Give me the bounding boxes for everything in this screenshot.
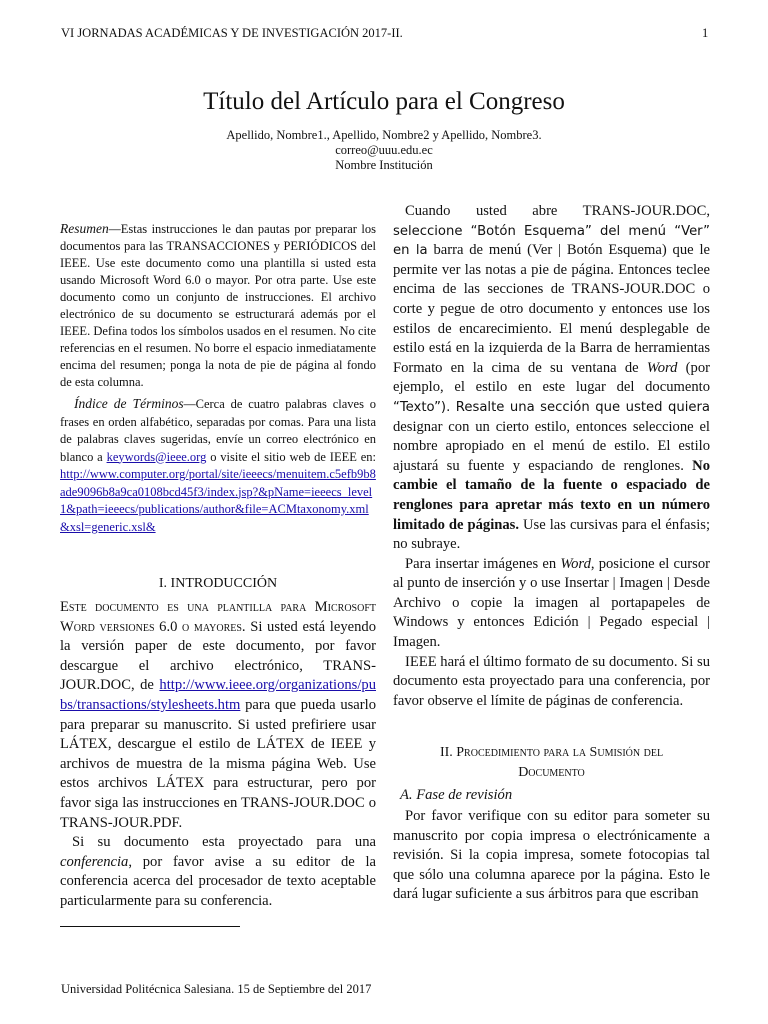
section-heading-introduction: I. INTRODUCCIÓN [158, 576, 278, 591]
intro-p2-text: Si su documento esta proyectado para una [72, 834, 376, 851]
index-terms [60, 395, 376, 536]
author-names: Apellido, Nombre1., Apellido, Nombre2 y Apellido, Nombre3. [226, 128, 542, 142]
p3-mono-2: “Texto”). Resalte una sección que usted quiera [393, 399, 710, 415]
p4-text-2: , posicione el cursor al punto de inserción y o use Insertar | Imagen | Desde Archivo o copie la imagen al portapapeles de Windows y entonces Edición | Pegado especial | Imagen. [393, 555, 711, 651]
paragraph-images [393, 555, 710, 653]
intro-text-2: para que pueda usarlo para preparar su manuscrito. Si usted prefiriere usar LÁTEX, descargue el estilo de LÁTEX de IEEE y archivos de muestra de la misma página Web. Use estos archivos LÁTEX para estructurar, pero por favor siga las instrucciones en TRANS-JOUR.DOC o TRANS-JOUR.PDF. [60, 696, 376, 831]
subsection-heading-review: A. Fase de revisión [400, 787, 513, 803]
author-institution: Nombre Institución [335, 158, 433, 172]
paragraph-trans-jour [393, 202, 710, 555]
p3-text-3: (por ejemplo, el estilo en este lugar del documento [393, 359, 710, 396]
intro-p2-italic: conferencia [60, 853, 129, 870]
p3-text-4: designar con un cierto estilo, entonces seleccione el nombre apropiado en el menú de estilo. El estilo ajustará su fuente y espaciando de renglones. [393, 418, 710, 474]
paragraph-review: Por favor verifique con su editor para someter su manuscrito por copia impresa o electrónicamente a revisión. Si la copia impresa, somete fotocopias tal que sólo una columna aparece por la página. Esto le dará lugar suficiente a sus árbitros para que escriban [393, 808, 710, 903]
author-email: correo@uuu.edu.ec [335, 143, 433, 157]
acm-taxonomy-link[interactable]: http://www.computer.org/portal/site/ieeecs/menuitem.c5efb9b8ade9096b8a9ca0108bcd45f3/index.jsp?&pName=ieeecs_level1&path=ieeecs/publications/author&file=ACMtaxonomy.xml&xsl=generic.xsl& [60, 467, 376, 534]
intro-paragraph-1 [60, 598, 376, 833]
intro-p2-text-2: , por favor avise a su editor de la conferencia acerca del procesador de texto aceptable particularmente para su conferencia. [60, 853, 376, 909]
intro-text: Si usted está leyendo la versión paper de este documento, por favor descargue el archivo electrónico, TRANS-JOUR.DOC, de [60, 618, 376, 694]
section-heading-procedure [393, 743, 710, 783]
p4-text: Para insertar imágenes en [405, 555, 561, 572]
running-header: VI JORNADAS ACADÉMICAS Y DE INVESTIGACIÓN 2017-II. [61, 26, 403, 40]
p3-text-2: barra de menú (Ver | Botón Esquema) que le permite ver las notas a pie de página. Entonces teclee encima de las secciones de TRANS-JOUR.DOC o corte y pegue de otro documento y entonces use los estilos de encarecimiento. El menú desplegable de estilo está en la izquierda de la Barra de herramientas Formato en la cima de su ventana de [393, 242, 710, 376]
index-terms-lead: Índice de Términos— [74, 396, 196, 411]
index-terms-text-2: o visite el sitio web de IEEE en: [206, 449, 376, 464]
introduction-body [60, 598, 376, 912]
p3-bold-warning: No cambie el tamaño de la fuente o espaciado de renglones para apretar más texto en un número limitado de páginas. [393, 457, 710, 533]
right-column-body [393, 202, 710, 711]
page-number: 1 [702, 26, 709, 40]
p4-word-italic: Word [560, 555, 591, 572]
p3-text: Cuando usted abre TRANS-JOUR.DOC, [405, 203, 710, 219]
abstract-lead: Resumen— [60, 221, 121, 236]
author-block [0, 128, 768, 173]
paragraph-ieee-format: IEEE hará el último formato de su documento. Si su documento esta proyectado para una conferencia, por favor observe el límite de páginas de conferencia. [393, 653, 710, 709]
index-terms-text: Cerca de cuatro palabras claves o frases en orden alfabético, separadas por comas. Para una lista de palabras claves sugeridas, envíe un correo electrónico en blanco a [60, 397, 376, 464]
abstract-text: Estas instrucciones le dan pautas por preparar los documentos para las TRANSACCIONES y PERIÓDICOS del IEEE. Use este documento como una plantilla si usted esta usando Microsoft Word 6.0 o mayor. Por otra parte. Use este documento como un conjunto de instrucciones. El archivo electrónico de su documento se estructurará además por el IEEE. Defina todos los símbolos usados en el resumen. No cite referencias en el resumen. No borre el espacio inmediatamente encima del resumen; ponga la nota de pie de página al fondo de esta columna. [60, 222, 376, 389]
keywords-email-link[interactable]: keywords@ieee.org [106, 449, 207, 464]
footnote-rule [60, 926, 240, 927]
section2-heading-line2: Documento [518, 765, 585, 780]
p3-word-italic: Word [646, 359, 678, 376]
page-footer: Universidad Politécnica Salesiana. 15 de Septiembre del 2017 [61, 982, 372, 996]
intro-smallcaps-lead: Este documento es una plantilla para Microsoft Word versiones 6.0 o mayores. [60, 599, 376, 635]
section2-heading-line1: II. Procedimiento para la Sumisión del [439, 745, 664, 760]
abstract [60, 220, 376, 391]
intro-paragraph-2 [60, 833, 376, 911]
p3-mono: seleccione “Botón Esquema” del menú “Ver” en la [393, 223, 710, 259]
ieee-stylesheets-link[interactable]: http://www.ieee.org/organizations/pubs/transactions/stylesheets.htm [60, 677, 376, 713]
paper-title: Título del Artículo para el Congreso [203, 88, 565, 115]
review-phase-body [393, 807, 710, 905]
p3-text-5: Use las cursivas para el énfasis; no subraye. [393, 516, 711, 553]
